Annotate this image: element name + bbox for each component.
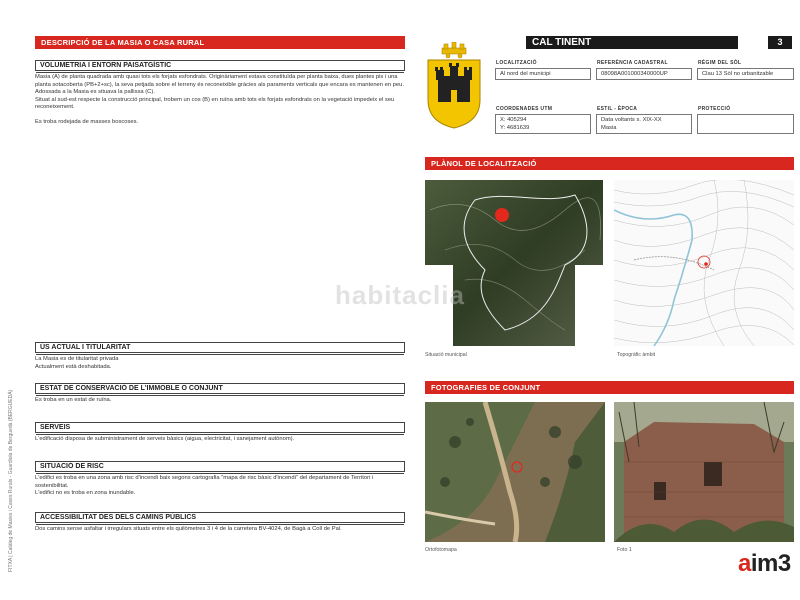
us-actual-title: ÚS ACTUAL I TITULARITAT [40,344,131,351]
regim-value: Clau 13 Sòl no urbanitzable [697,68,794,80]
risc-title: SITUACIÓ DE RISC [40,463,104,470]
descripcio-title-bar [35,36,405,49]
descripcio-title: DESCRIPCIÓ DE LA MASIA O CASA RURAL [41,38,205,47]
serveis-title: SERVEIS [40,424,71,431]
volumetria-header [35,60,405,71]
accessibilitat-title: ACCESSIBILITAT DES DELS CAMINS PÚBLICS [40,514,197,521]
situacio-municipal-caption: Situació municipal [425,352,467,358]
utm-x: X: 405294 [500,117,527,123]
utm-y: Y: 4681639 [500,125,530,131]
estil-value [596,114,692,134]
us-actual-l2: Actualment està deshabitada. [35,363,112,370]
us-actual-l1: La Masia es de titularitat privada [35,356,119,362]
us-actual-text [35,356,405,371]
estil-l2: Masia [601,125,617,131]
ref-cadastral-label: REFERÈNCIA CADASTRAL [597,60,668,66]
localitzacio-value: Al nord del municipi [495,68,591,80]
masia-name: CAL TINENT [532,37,592,48]
fotografies-title: FOTOGRAFIES DE CONJUNT [431,383,541,392]
estat-title: ESTAT DE CONSERVACIÓ DE L'IMMOBLE O CONJUNT [40,385,223,392]
risc-header [35,461,405,472]
utm-label: COORDENADES UTM [496,106,553,112]
volumetria-title: VOLUMETRIA I ENTORN PAISATGÍSTIC [40,62,172,69]
estil-label: ESTIL - ÈPOCA [597,106,638,112]
utm-value [495,114,591,134]
estat-l1: Es troba en un estat de ruïna. [35,397,112,403]
accessibilitat-text [35,526,405,534]
topografic-caption: Topogràfic àmbit [617,352,656,358]
volumetria-p3: Es troba rodejada de masses boscoses. [35,118,139,125]
aim3-logo: aim3 [738,550,791,577]
foto-1-photo [614,402,794,542]
risc-text [35,475,405,498]
risc-l1: L'edifici es troba en una zona amb risc d'incendi baix segons cartografia "mapa de risc bàsic d'incendi" del departament de Territori i sostenibilitat. [35,475,374,489]
side-footer-text: FITXA | Catàleg de Masies i Cases Rurals - Guardiola de Berguedà (BERGUEDÀ) [8,389,14,572]
serveis-text [35,436,405,444]
localitzacio-label: LOCALITZACIÓ [496,60,537,66]
foto-1-caption: Foto 1 [617,547,632,553]
volumetria-p1: Masia (A) de planta quadrada amb quasi tots els forjats esfondrats. Originàriament estava constituïda per planta baixa, dues plantes pis i una planta sotacoberta (PB+2+sc), la seva petjada sobre el terreny és reconeixible gràcies als paraments verticals que encara es mantenen en peu. Adossada a la Masia es situava la pallissa (C). [35,74,404,96]
planol-title-bar [425,157,794,170]
planol-title: PLÀNOL DE LOCALITZACIÓ [431,159,537,168]
estat-text [35,397,405,405]
masia-name-bar [526,36,738,49]
municipal-crest-icon [424,42,484,130]
regim-label: RÈGIM DEL SÒL [698,60,742,66]
serveis-header [35,422,405,433]
proteccio-value [697,114,794,134]
watermark: habitaclia [335,280,465,310]
serveis-l1: L'edificació disposa de subministrament de serveis bàsics (aigua, electricitat, i sanejament autònom). [35,436,295,442]
ortofotomapa-caption: Ortofotomapa [425,547,457,553]
fotografies-title-bar [425,381,794,394]
us-actual-header [35,342,405,353]
estat-header [35,383,405,394]
risc-l2: L'edifici no es troba en zona inundable. [35,490,136,497]
volumetria-p2: Situat al sud-est respecte la construcció principal, trobem un cos (B) en ruïna amb tots els forjats esfondrats on la vegetació impedeix el seu reconeixement. [35,96,395,111]
ref-cadastral-value: 08098A001000340000UP [596,68,692,80]
topografic-map [614,180,794,346]
proteccio-label: PROTECCIÓ [698,106,731,112]
ortofotomapa-photo [425,402,605,542]
situacio-municipal-map [425,180,605,346]
accessibilitat-header [35,512,405,523]
estil-l1: Data voltants s. XIX-XX [601,117,662,123]
volumetria-text [35,74,405,127]
accessibilitat-l1: Dos camins sense asfaltar i irregulars situats entre els quilòmetres 3 i 4 de la carretera BV-4024, de Bagà a Coll de Pal. [35,526,342,532]
fitxa-number: 3 [768,36,792,49]
